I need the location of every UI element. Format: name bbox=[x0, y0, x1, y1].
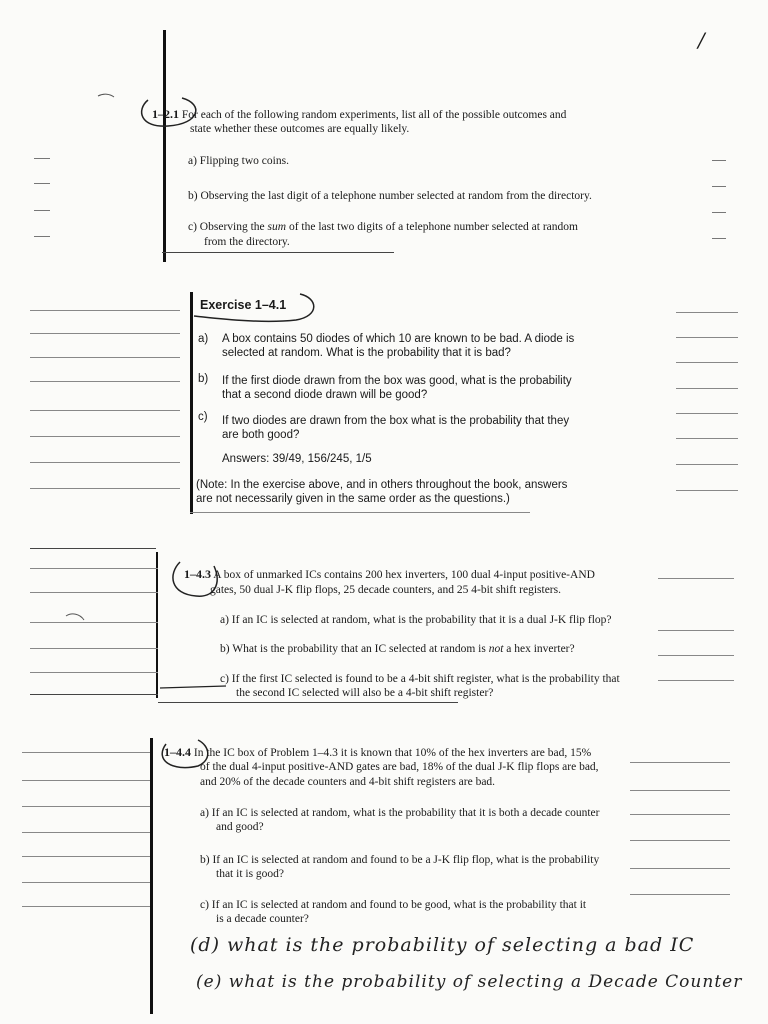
handwritten-question-d: (d) what is the probability of selecting a bad IC bbox=[190, 934, 695, 956]
question-b: b) Observing the last digit of a telephone number selected at random from the directory. bbox=[188, 190, 592, 202]
question-c-line1: c) If the first IC selected is found to be a 4-bit shift register, what is the probability that bbox=[220, 673, 620, 685]
page-mark: / bbox=[698, 28, 705, 52]
question-c-line2: the second IC selected will also be a 4-bit shift register? bbox=[236, 687, 494, 699]
problem-number: 1–4.4 bbox=[164, 745, 191, 759]
question-a-line2: and good? bbox=[216, 821, 264, 833]
problem-1-4-4 bbox=[164, 745, 644, 761]
question-b-line2: that it is good? bbox=[216, 868, 285, 880]
exercise-b-line2: that a second diode drawn will be good? bbox=[222, 389, 428, 401]
question-a-line1: a) If an IC is selected at random, what is the probability that it is both a decade counter bbox=[200, 807, 600, 819]
problem-intro-line: and 20% of the decade counters and 4-bit shift registers are bad. bbox=[200, 776, 496, 788]
exercise-a-label: a) bbox=[198, 333, 209, 345]
handwritten-question-e: (e) what is the probability of selecting a Decade Counter bbox=[196, 972, 743, 992]
problem-intro-line: of the dual 4-input positive-AND gates are bad, 18% of the dual J-K flip flops are bad, bbox=[200, 761, 599, 773]
exercise-c-line1: If two diodes are drawn from the box what is the probability that they bbox=[222, 415, 570, 427]
question-text: c) Observing the bbox=[188, 221, 268, 233]
question-c-line2: from the directory. bbox=[204, 236, 290, 248]
problem-intro-line: For each of the following random experiments, list all of the possible outcomes and bbox=[181, 109, 567, 121]
question-c-line1: c) If an IC is selected at random and found to be good, what is the probability that it bbox=[200, 899, 587, 911]
question-text: b) What is the probability that an IC selected at random is bbox=[220, 643, 489, 655]
problem-1-2-1 bbox=[152, 107, 632, 123]
question-c-line2: is a decade counter? bbox=[216, 913, 309, 925]
problem-intro-line: A box of unmarked ICs contains 200 hex inverters, 100 dual 4-input positive-AND bbox=[213, 569, 595, 581]
exercise-note-line2: are not necessarily given in the same order as the questions.) bbox=[196, 493, 510, 505]
question-b bbox=[220, 642, 575, 657]
emphasis: sum bbox=[267, 221, 287, 233]
exercise-answers: Answers: 39/49, 156/245, 1/5 bbox=[222, 453, 372, 465]
problem-intro-line: gates, 50 dual J-K flip flops, 25 decade counters, and 25 4-bit shift registers. bbox=[210, 584, 561, 596]
emphasis: not bbox=[488, 643, 504, 655]
stray-mark bbox=[66, 614, 84, 620]
problem-intro-line: state whether these outcomes are equally likely. bbox=[190, 123, 410, 135]
exercise-c-label: c) bbox=[198, 411, 208, 423]
problem-number: 1–2.1 bbox=[152, 107, 179, 121]
exercise-a-line2: selected at random. What is the probability that it is bad? bbox=[222, 347, 511, 359]
exercise-c-line2: are both good? bbox=[222, 429, 300, 441]
exercise-b-line1: If the first diode drawn from the box was good, what is the probability bbox=[222, 375, 572, 387]
question-a: a) Flipping two coins. bbox=[188, 155, 289, 167]
exercise-b-label: b) bbox=[198, 373, 209, 385]
underline-mark bbox=[160, 686, 226, 688]
question-text: a hex inverter? bbox=[503, 643, 575, 655]
exercise-a-line1: A box contains 50 diodes of which 10 are known to be bad. A diode is bbox=[222, 333, 575, 345]
question-b-line1: b) If an IC is selected at random and found to be a J-K flip flop, what is the probability bbox=[200, 854, 600, 866]
exercise-title: Exercise 1–4.1 bbox=[200, 298, 287, 312]
problem-1-4-3 bbox=[184, 567, 664, 583]
question-a: a) If an IC is selected at random, what is the probability that it is a dual J-K flip flop? bbox=[220, 614, 612, 626]
problem-intro-line: In the IC box of Problem 1–4.3 it is known that 10% of the hex inverters are bad, 15% bbox=[193, 747, 592, 759]
question-text: of the last two digits of a telephone number selected at random bbox=[286, 221, 578, 233]
stray-mark bbox=[98, 94, 114, 97]
exercise-note-line1: (Note: In the exercise above, and in others throughout the book, answers bbox=[196, 479, 568, 491]
question-c bbox=[188, 220, 578, 235]
problem-number: 1–4.3 bbox=[184, 567, 211, 581]
